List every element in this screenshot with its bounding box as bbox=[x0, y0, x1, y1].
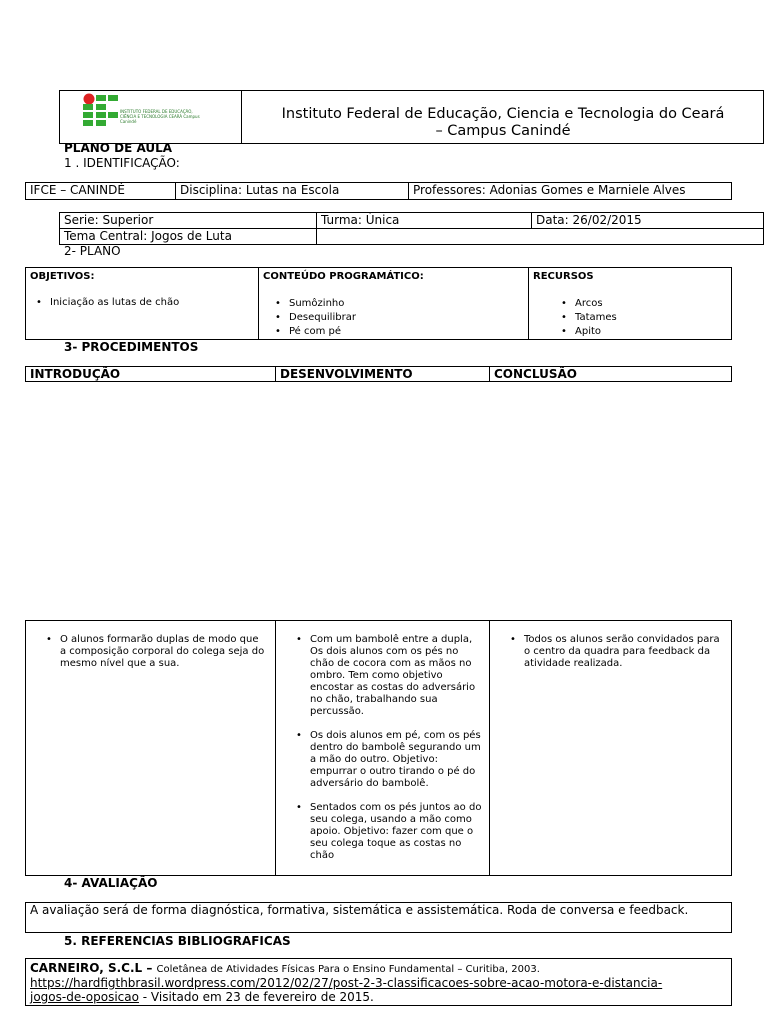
resources-column bbox=[529, 268, 731, 339]
serie-cell: Serie: Superior bbox=[64, 213, 154, 227]
procedures-content-table bbox=[25, 620, 732, 876]
reference-url-line1: https://hardfigthbrasil.wordpress.com/2012/02/27/post-2-3-classificacoes-sobre-acao-motora-e-distancia- bbox=[30, 976, 663, 990]
tema-cell: Tema Central: Jogos de Luta bbox=[64, 229, 232, 243]
conclusion-column bbox=[490, 621, 730, 875]
header-box bbox=[59, 90, 764, 144]
resource-item: • Apito bbox=[555, 325, 727, 339]
title-line-1: Instituto Federal de Educação, Ciencia e Tecnologia do Ceará bbox=[281, 106, 725, 122]
section-identification: 1 . IDENTIFICAÇÃO: bbox=[64, 156, 180, 170]
objectives-column bbox=[26, 268, 258, 339]
plan-table bbox=[25, 267, 732, 340]
evaluation-text: A avaliação será de forma diagnóstica, formativa, sistemática e assistemática. Roda de conversa e feedback. bbox=[30, 903, 689, 917]
development-column bbox=[276, 621, 489, 875]
content-item: • Desequilibrar bbox=[269, 311, 524, 325]
logo-text: INSTITUTO FEDERAL DE EDUCAÇÃO, CIÊNCIA E TECNOLOGIA CEARÁ Campus Canindé bbox=[120, 109, 200, 124]
reference-entry bbox=[30, 961, 730, 1004]
references-box bbox=[25, 958, 732, 1006]
section-plan: 2- PLANO bbox=[64, 244, 121, 258]
development-item: • Com um bambolê entre a dupla, Os dois alunos com os pés no chão de cocora com as mãos no ombro. Tem como objetivo encostar as costas do adversário no chão, trabalhando sua percussão. bbox=[290, 634, 485, 718]
section-procedures: 3- PROCEDIMENTOS bbox=[64, 340, 199, 354]
section-evaluation: 4- AVALIAÇÃO bbox=[64, 876, 158, 890]
class-info-table bbox=[59, 212, 764, 245]
reference-url-line2: jogos-de-oposicao bbox=[30, 990, 139, 1004]
intro-column bbox=[26, 621, 275, 875]
turma-cell: Turma: Única bbox=[321, 213, 400, 227]
evaluation-box bbox=[25, 902, 732, 933]
resource-item: • Arcos bbox=[555, 297, 727, 311]
content-header: CONTEÚDO PROGRAMÁTICO: bbox=[263, 271, 424, 282]
development-header: DESENVOLVIMENTO bbox=[280, 367, 413, 381]
reference-author: CARNEIRO, S.C.L – bbox=[30, 961, 157, 975]
content-item: • Pé com pé bbox=[269, 325, 524, 339]
objective-item: • Iniciação as lutas de chão bbox=[30, 297, 254, 309]
institution-logo bbox=[80, 93, 210, 133]
resources-header: RECURSOS bbox=[533, 271, 594, 282]
content-column bbox=[259, 268, 528, 339]
conclusion-item: • Todos os alunos serão convidados para o centro da quadra para feedback da atividade realizada. bbox=[504, 634, 722, 670]
content-item: • Sumôzinho bbox=[269, 297, 524, 311]
conclusion-header: CONCLUSÃO bbox=[494, 367, 577, 381]
reference-work: Coletânea de Atividades Físicas Para o Ensino Fundamental – Curitiba, 2003. bbox=[156, 964, 540, 975]
resource-item: • Tatames bbox=[555, 311, 727, 325]
intro-item: • O alunos formarão duplas de modo que a composição corporal do colega seja do mesmo nível que a sua. bbox=[40, 634, 267, 670]
objectives-header: OBJETIVOS: bbox=[30, 271, 95, 282]
intro-header: INTRODUÇÃO bbox=[30, 367, 121, 381]
title-line-2: – Campus Canindé bbox=[435, 123, 571, 139]
procedures-header-row bbox=[25, 366, 732, 382]
plan-title: PLANO DE AULA bbox=[64, 141, 173, 155]
date-cell: Data: 26/02/2015 bbox=[536, 213, 642, 227]
identification-row bbox=[25, 182, 732, 200]
discipline-cell: Disciplina: Lutas na Escola bbox=[180, 183, 340, 197]
section-references: 5. REFERENCIAS BIBLIOGRAFICAS bbox=[64, 934, 291, 948]
reference-visited: - Visitado em 23 de fevereiro de 2015. bbox=[138, 990, 374, 1004]
teachers-cell: Professores: Adonias Gomes e Marniele Alves bbox=[413, 183, 686, 197]
development-item: • Os dois alunos em pé, com os pés dentro do bambolê segurando um a mão do outro. Objetivo: empurrar o outro tirando o pé do adversário do bambolê. bbox=[290, 730, 485, 790]
development-item: • Sentados com os pés juntos ao do seu colega, usando a mão como apoio. Objetivo: fazer com que o seu colega toque as costas no chão bbox=[290, 802, 485, 862]
institution-title bbox=[244, 106, 762, 140]
institution-cell: IFCE – CANINDÉ bbox=[30, 183, 125, 197]
